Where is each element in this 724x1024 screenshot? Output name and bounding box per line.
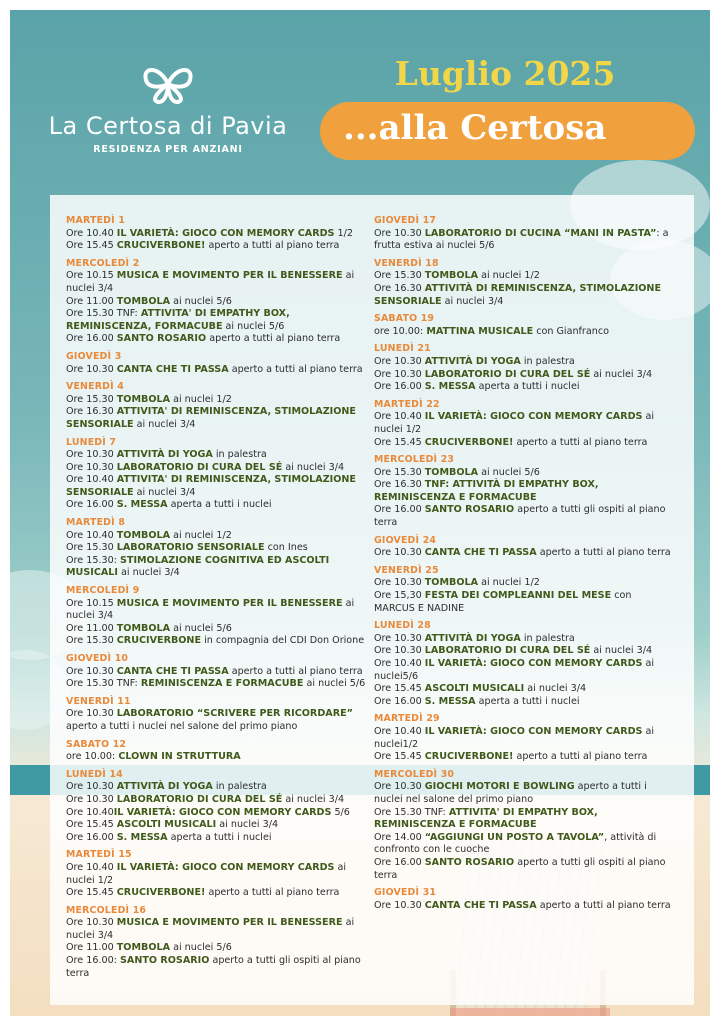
entry-text: Ore 10.40	[66, 861, 117, 873]
entry-text: ai nuclei 5/6	[170, 295, 232, 307]
entry-text: in palestra	[520, 632, 575, 644]
entry-text: ai nuclei 3/4	[282, 793, 345, 805]
entry-text: aperto a tutti al piano terra	[536, 899, 671, 911]
schedule-entry	[374, 751, 674, 764]
activity-name: ATTIVITA' DI REMINISCENZA, STIMOLAZIONE SENSORIALE	[66, 474, 356, 498]
entry-text: Ore 10.30	[374, 547, 425, 559]
activity-name: SANTO ROSARIO	[424, 856, 515, 868]
entry-text: Ore 15.45	[374, 751, 425, 763]
activity-name: LABORATORIO DI CURA DEL SÉ	[424, 645, 591, 657]
day-title: MERCOLEDÌ 16	[66, 904, 147, 916]
schedule-entry	[374, 696, 674, 709]
schedule-entry	[66, 240, 366, 253]
schedule-entry	[66, 499, 366, 512]
entry-text: ai nuclei5/6	[374, 658, 655, 682]
activity-name: ATTIVITÀ DI YOGA	[424, 632, 521, 644]
entry-text: aperto a tutti al piano terra	[228, 665, 363, 677]
schedule-entry	[66, 862, 366, 887]
activity-name: TOMBOLA	[116, 393, 171, 405]
activity-name: CANTA CHE TI PASSA	[116, 363, 229, 375]
schedule-entry	[66, 394, 366, 407]
schedule-entry	[374, 381, 674, 394]
day-title: GIOVEDÌ 10	[66, 653, 129, 664]
schedule-entry	[66, 781, 366, 794]
entry-text: Ore 10.40	[66, 529, 117, 541]
schedule-entry	[66, 474, 366, 499]
entry-text: Ore 15.30 TNF:	[66, 678, 141, 690]
entry-text: con Ines	[264, 542, 308, 554]
entry-text: ai nuclei 3/4	[133, 486, 196, 498]
entry-text: Ore 10.30	[66, 793, 117, 805]
day-title: GIOVEDÌ 31	[374, 887, 437, 899]
schedule-day	[374, 313, 674, 338]
activity-name: MUSICA E MOVIMENTO PER IL BENESSERE	[116, 270, 343, 282]
entry-text: Ore 16.00	[66, 831, 117, 843]
activity-name: SANTO ROSARIO	[424, 504, 515, 516]
schedule-entry	[66, 666, 366, 679]
entry-text: Ore 10.30	[374, 899, 425, 911]
entry-text: aperto a tutti gli ospiti al piano terra	[374, 856, 666, 881]
schedule-entry	[374, 633, 674, 646]
entry-text: ai nuclei 3/4	[282, 461, 345, 473]
schedule-day	[374, 454, 674, 530]
day-title: MERCOLEDÌ 9	[66, 585, 140, 597]
entry-text: Ore 15.30	[66, 635, 117, 647]
day-title: GIOVEDÌ 3	[66, 350, 122, 362]
subtitle-text: ...alla Certosa	[343, 108, 607, 148]
activity-name: TNF: ATTIVITÀ DI EMPATHY BOX, REMINISCENZA E FORMACUBE	[374, 479, 599, 503]
activity-name: ATTIVITÀ DI YOGA	[424, 355, 521, 367]
entry-text: in palestra	[212, 449, 267, 461]
activity-name: IL VARIETÀ: GIOCO CON MEMORY CARDS	[116, 861, 335, 873]
entry-text: Ore 15.45	[374, 436, 425, 448]
schedule-entry	[374, 807, 674, 832]
schedule-day	[66, 437, 366, 513]
entry-text: Ore 15.30	[374, 270, 425, 282]
entry-text: ai nuclei 1/2	[66, 861, 347, 886]
entry-text: ai nuclei 1/2	[170, 529, 232, 541]
day-title: SABATO 12	[66, 738, 127, 750]
schedule-entry	[374, 369, 674, 382]
entry-text: Ore 10.30	[374, 577, 425, 589]
activity-name: ASCOLTI MUSICALI	[116, 819, 217, 831]
entry-text: Ore 16.30	[374, 282, 425, 294]
entry-text: ai nuclei 3/4	[216, 819, 279, 831]
schedule-entry	[66, 449, 366, 462]
day-title: SABATO 19	[374, 313, 435, 325]
activity-name: S. MESSA	[424, 695, 476, 707]
activity-name: TOMBOLA	[116, 942, 171, 954]
schedule-entry	[66, 819, 366, 832]
schedule-entry	[374, 590, 674, 615]
entry-text: aperta a tutti i nuclei	[167, 499, 272, 511]
entry-text: aperto a tutti al piano terra	[513, 436, 648, 448]
entry-text: Ore 16.00	[66, 333, 117, 345]
entry-text: aperto a tutti i nuclei nel salone del primo piano	[374, 781, 647, 805]
schedule-entry	[66, 955, 366, 980]
entry-text: Ore 16.00	[374, 381, 425, 393]
schedule-entry	[374, 356, 674, 369]
entry-text: , attività di confronto con le cuoche	[374, 831, 657, 856]
day-title: MARTEDÌ 8	[66, 517, 126, 529]
activity-name: TOMBOLA	[116, 529, 171, 541]
activity-name: IL VARIETÀ: GIOCO CON MEMORY CARDS	[113, 806, 332, 818]
schedule-day	[66, 696, 366, 734]
entry-text: aperta a tutti i nuclei	[475, 695, 580, 707]
entry-text: Ore 10.15	[66, 270, 117, 282]
entry-text: aperto a tutti al piano terra	[205, 887, 340, 899]
schedule-entry	[374, 900, 674, 913]
schedule-day	[66, 905, 366, 981]
entry-text: Ore 16.00:	[66, 955, 120, 967]
activity-name: ATTIVITÀ DI YOGA	[116, 449, 213, 461]
entry-text: ore 10.00:	[66, 751, 119, 763]
activity-name: MUSICA E MOVIMENTO PER IL BENESSERE	[116, 917, 343, 929]
entry-text: ai nuclei 3/4	[66, 917, 355, 941]
entry-text: Ore 10.40	[66, 227, 117, 239]
schedule-day	[374, 258, 674, 308]
logo-subtitle: RESIDENZA PER ANZIANI	[93, 144, 243, 155]
schedule-card	[50, 195, 694, 1005]
entry-text: Ore 15.30 TNF:	[374, 806, 449, 818]
schedule-entry	[374, 283, 674, 308]
day-title: MARTEDÌ 22	[374, 398, 440, 410]
schedule-day	[66, 739, 366, 764]
day-title: LUNEDÌ 14	[66, 768, 123, 780]
schedule-day	[374, 399, 674, 449]
activity-name: ATTIVITA' DI EMPATHY BOX, REMINISCENZA E FORMACUBE	[374, 806, 598, 831]
entry-text: Ore 10.30	[374, 355, 425, 367]
day-title: MERCOLEDÌ 2	[66, 257, 140, 269]
activity-name: MUSICA E MOVIMENTO PER IL BENESSERE	[116, 597, 343, 609]
schedule-day	[66, 653, 366, 691]
schedule-entry	[66, 708, 366, 733]
activity-name: STIMOLAZIONE COGNITIVA ED ASCOLTI MUSICALI	[66, 554, 330, 579]
day-title: MARTEDÌ 29	[374, 713, 440, 725]
entry-text: 1/2	[334, 227, 353, 239]
schedule-entry	[374, 437, 674, 450]
entry-text: ore 10.00:	[374, 325, 427, 337]
entry-text: aperta a tutti i nuclei	[475, 381, 580, 393]
schedule-entry	[374, 547, 674, 560]
schedule-column-right	[374, 215, 674, 917]
entry-text: aperto a tutti al piano terra	[228, 363, 363, 375]
entry-text: ai nuclei 3/4	[441, 295, 504, 307]
entry-text: Ore 10.30	[66, 461, 117, 473]
entry-text: Ore 10.40	[66, 474, 117, 486]
entry-text: ai nuclei 5/6	[303, 678, 366, 690]
activity-name: S. MESSA	[424, 381, 476, 393]
schedule-entry	[374, 857, 674, 882]
schedule-entry	[66, 228, 366, 241]
activity-name: S. MESSA	[116, 831, 168, 843]
activity-name: GIOCHI MOTORI E BOWLING	[424, 781, 575, 793]
activity-name: TOMBOLA	[116, 295, 171, 307]
day-title: VENERDÌ 4	[66, 381, 124, 393]
schedule-column-left	[66, 215, 366, 985]
schedule-day	[66, 585, 366, 648]
day-title: VENERDÌ 18	[374, 257, 439, 269]
entry-text: 5/6	[331, 806, 350, 818]
entry-text: Ore 16.00	[66, 499, 117, 511]
schedule-entry	[66, 794, 366, 807]
schedule-day	[66, 215, 366, 253]
entry-text: Ore 15.30	[66, 393, 117, 405]
schedule-entry	[66, 623, 366, 636]
entry-text: ai nuclei 5/6	[170, 622, 232, 634]
schedule-entry	[66, 308, 366, 333]
entry-text: ai nuclei 5/6	[478, 466, 540, 478]
activity-name: TOMBOLA	[116, 622, 171, 634]
day-title: VENERDÌ 25	[374, 564, 439, 576]
entry-text: Ore 15.45	[66, 819, 117, 831]
month-title: Luglio 2025	[394, 54, 616, 93]
schedule-day	[374, 565, 674, 615]
entry-text: Ore 15.30 TNF:	[66, 308, 141, 320]
activity-name: CRUCIVERBONE!	[116, 240, 206, 252]
day-title: MERCOLEDÌ 30	[374, 768, 455, 780]
schedule-day	[66, 351, 366, 376]
entry-text: con Gianfranco	[533, 325, 609, 337]
activity-name: IL VARIETÀ: GIOCO CON MEMORY CARDS	[424, 411, 643, 423]
entry-text: in compagnia del CDI Don Orione	[201, 635, 365, 647]
schedule-entry	[66, 542, 366, 555]
entry-text: Ore 15.45	[66, 240, 117, 252]
entry-text: Ore 15.30:	[66, 554, 120, 566]
poster	[10, 10, 710, 1016]
schedule-entry	[374, 781, 674, 806]
entry-text: Ore 10.30	[66, 665, 117, 677]
activity-name: MATTINA MUSICALE	[426, 325, 534, 337]
schedule-entry	[374, 832, 674, 857]
schedule-day	[66, 258, 366, 346]
activity-name: LABORATORIO “SCRIVERE PER RICORDARE”	[116, 708, 353, 720]
entry-text: aperto a tutti al piano terra	[205, 240, 340, 252]
entry-text: ai nuclei 5/6	[222, 320, 285, 332]
entry-text: ai nuclei 3/4	[590, 368, 653, 380]
entry-text: aperto a tutti al piano terra	[206, 333, 341, 345]
activity-name: ASCOLTI MUSICALI	[424, 683, 525, 695]
schedule-entry	[66, 333, 366, 346]
logo	[38, 62, 298, 155]
entry-text: Ore 10.40	[374, 658, 425, 669]
activity-name: LABORATORIO DI CURA DEL SÉ	[116, 793, 283, 805]
entry-text: Ore 10.30	[374, 368, 425, 380]
activity-name: SANTO ROSARIO	[116, 333, 207, 345]
activity-name: TOMBOLA	[424, 466, 479, 478]
entry-text: ai nuclei 3/4	[117, 567, 180, 579]
schedule-entry	[374, 577, 674, 590]
activity-name: LABORATORIO SENSORIALE	[116, 542, 265, 554]
day-title: LUNEDÌ 7	[66, 436, 117, 448]
entry-text: Ore 16.00	[374, 504, 425, 516]
schedule-day	[374, 769, 674, 882]
entry-text: aperto a tutti gli ospiti al piano terra	[66, 955, 361, 979]
activity-name: CRUCIVERBONE!	[424, 751, 514, 763]
schedule-entry	[374, 683, 674, 696]
activity-name: ATTIVITA' DI EMPATHY BOX, REMINISCENZA, FORMACUBE	[66, 308, 290, 332]
schedule-entry	[66, 270, 366, 295]
schedule-entry	[66, 887, 366, 900]
schedule-entry	[374, 326, 674, 339]
schedule-day	[374, 343, 674, 393]
day-title: LUNEDÌ 28	[374, 620, 431, 632]
schedule-day	[374, 713, 674, 763]
schedule-entry	[66, 598, 366, 623]
schedule-entry	[66, 807, 366, 820]
entry-text: ai nuclei 3/4	[133, 418, 196, 430]
entry-text: ai nuclei 1/2	[478, 270, 540, 282]
entry-text: Ore 10.30	[374, 227, 425, 239]
day-title: MERCOLEDÌ 23	[374, 454, 455, 466]
entry-text: Ore 10.30	[66, 781, 117, 793]
entry-text: con MARCUS E NADINE	[374, 590, 632, 614]
entry-text: ai nuclei 1/2	[478, 577, 540, 589]
activity-name: LABORATORIO DI CUCINA “MANI IN PASTA”	[424, 227, 657, 239]
entry-text: Ore 15.30	[66, 542, 117, 554]
schedule-entry	[66, 635, 366, 648]
butterfly-logo-icon	[138, 62, 198, 106]
entry-text: ai nuclei 1/2	[374, 411, 655, 435]
entry-text: : a frutta estiva ai nuclei 5/6	[374, 227, 669, 252]
activity-name: CLOWN IN STRUTTURA	[118, 751, 241, 763]
entry-text: aperto a tutti gli ospiti al piano terra	[374, 504, 666, 529]
entry-text: Ore 10.15	[66, 597, 117, 609]
day-title: GIOVEDÌ 17	[374, 215, 437, 226]
activity-name: LABORATORIO DI CURA DEL SÉ	[116, 461, 283, 473]
schedule-entry	[374, 467, 674, 480]
schedule-entry	[66, 751, 366, 764]
schedule-entry	[66, 530, 366, 543]
entry-text: aperto a tutti i nuclei nel salone del primo piano	[66, 720, 298, 732]
schedule-day	[66, 381, 366, 431]
activity-name: CRUCIVERBONE!	[424, 436, 514, 448]
entry-text: aperto a tutti al piano terra	[513, 751, 648, 763]
schedule-day	[374, 215, 674, 253]
activity-name: TOMBOLA	[424, 577, 479, 589]
activity-name: CANTA CHE TI PASSA	[116, 665, 229, 677]
entry-text: ai nuclei 3/4	[66, 270, 355, 294]
schedule-entry	[374, 645, 674, 658]
entry-text: ai nuclei1/2	[374, 725, 655, 750]
day-title: MARTEDÌ 1	[66, 215, 126, 226]
day-title: LUNEDÌ 21	[374, 343, 431, 355]
schedule-entry	[66, 555, 366, 580]
activity-name: ATTIVITÀ DI YOGA	[116, 781, 213, 793]
day-title: VENERDÌ 11	[66, 695, 131, 707]
schedule-day	[374, 535, 674, 560]
schedule-day	[374, 620, 674, 708]
activity-name: ATTIVITÀ DI REMINISCENZA, STIMOLAZIONE SENSORIALE	[374, 282, 662, 307]
activity-name: LABORATORIO DI CURA DEL SÉ	[424, 368, 591, 380]
entry-text: Ore 15,30	[374, 590, 425, 602]
entry-text: ai nuclei 3/4	[590, 645, 653, 657]
activity-name: REMINISCENZA E FORMACUBE	[140, 678, 304, 690]
schedule-entry	[374, 479, 674, 504]
day-title: GIOVEDÌ 24	[374, 534, 437, 546]
entry-text: Ore 10.40	[66, 806, 114, 818]
entry-text: aperta a tutti i nuclei	[167, 831, 272, 843]
entry-text: Ore 10.30	[374, 632, 425, 644]
entry-text: Ore 10.40	[374, 725, 425, 737]
entry-text: in palestra	[520, 355, 575, 367]
schedule-entry	[374, 411, 674, 436]
schedule-entry	[374, 270, 674, 283]
schedule-entry	[66, 364, 366, 377]
entry-text: Ore 11.00	[66, 295, 117, 307]
schedule-day	[66, 769, 366, 845]
activity-name: IL VARIETÀ: GIOCO CON MEMORY CARDS	[424, 658, 643, 669]
activity-name: ATTIVITA' DI REMINISCENZA, STIMOLAZIONE SENSORIALE	[66, 406, 356, 430]
entry-text: Ore 10.30	[66, 449, 117, 461]
schedule-entry	[374, 658, 674, 683]
schedule-entry	[66, 296, 366, 309]
schedule-day	[374, 887, 674, 912]
activity-name: CANTA CHE TI PASSA	[424, 547, 537, 559]
activity-name: CRUCIVERBONE!	[116, 887, 206, 899]
schedule-entry	[66, 832, 366, 845]
deck-chair-base	[450, 1008, 610, 1016]
entry-text: Ore 10.30	[66, 917, 117, 929]
entry-text: ai nuclei 1/2	[170, 393, 232, 405]
entry-text: Ore 16.30	[374, 479, 425, 491]
entry-text: in palestra	[212, 781, 267, 793]
entry-text: Ore 15.45	[66, 887, 117, 899]
entry-text: Ore 15.45	[374, 683, 425, 695]
activity-name: CRUCIVERBONE	[116, 635, 202, 647]
activity-name: SANTO ROSARIO	[119, 955, 210, 967]
entry-text: Ore 10.30	[374, 645, 425, 657]
schedule-entry	[66, 917, 366, 942]
schedule-entry	[66, 678, 366, 691]
schedule-entry	[66, 406, 366, 431]
entry-text: Ore 10.30	[66, 708, 117, 720]
activity-name: TOMBOLA	[424, 270, 479, 282]
entry-text: Ore 15.30	[374, 466, 425, 478]
schedule-entry	[66, 942, 366, 955]
entry-text: Ore 10.30	[66, 363, 117, 375]
activity-name: FESTA DEI COMPLEANNI DEL MESE	[424, 590, 612, 602]
activity-name: IL VARIETÀ: GIOCO CON MEMORY CARDS	[116, 227, 335, 239]
entry-text: Ore 14.00	[374, 831, 425, 843]
entry-text: Ore 11.00	[66, 942, 117, 954]
schedule-day	[66, 849, 366, 899]
day-title: MARTEDÌ 15	[66, 849, 132, 861]
entry-text: Ore 16.00	[374, 695, 425, 707]
activity-name: S. MESSA	[116, 499, 168, 511]
activity-name: IL VARIETÀ: GIOCO CON MEMORY CARDS	[424, 725, 643, 737]
schedule-day	[66, 517, 366, 580]
logo-name: La Certosa di Pavia	[48, 112, 288, 140]
entry-text: Ore 16.00	[374, 856, 425, 868]
entry-text: Ore 10.30	[374, 781, 425, 793]
schedule-entry	[374, 504, 674, 529]
entry-text: Ore 16.30	[66, 406, 117, 418]
entry-text: ai nuclei 5/6	[170, 942, 232, 954]
entry-text: ai nuclei 3/4	[524, 683, 587, 695]
activity-name: “AGGIUNGI UN POSTO A TAVOLA”	[424, 831, 605, 843]
entry-text: Ore 10.40	[374, 411, 425, 423]
entry-text: ai nuclei 3/4	[66, 597, 355, 622]
schedule-entry	[374, 228, 674, 253]
activity-name: CANTA CHE TI PASSA	[424, 899, 537, 911]
schedule-entry	[374, 726, 674, 751]
entry-text: Ore 11.00	[66, 622, 117, 634]
entry-text: aperto a tutti al piano terra	[536, 547, 671, 559]
schedule-entry	[66, 462, 366, 475]
